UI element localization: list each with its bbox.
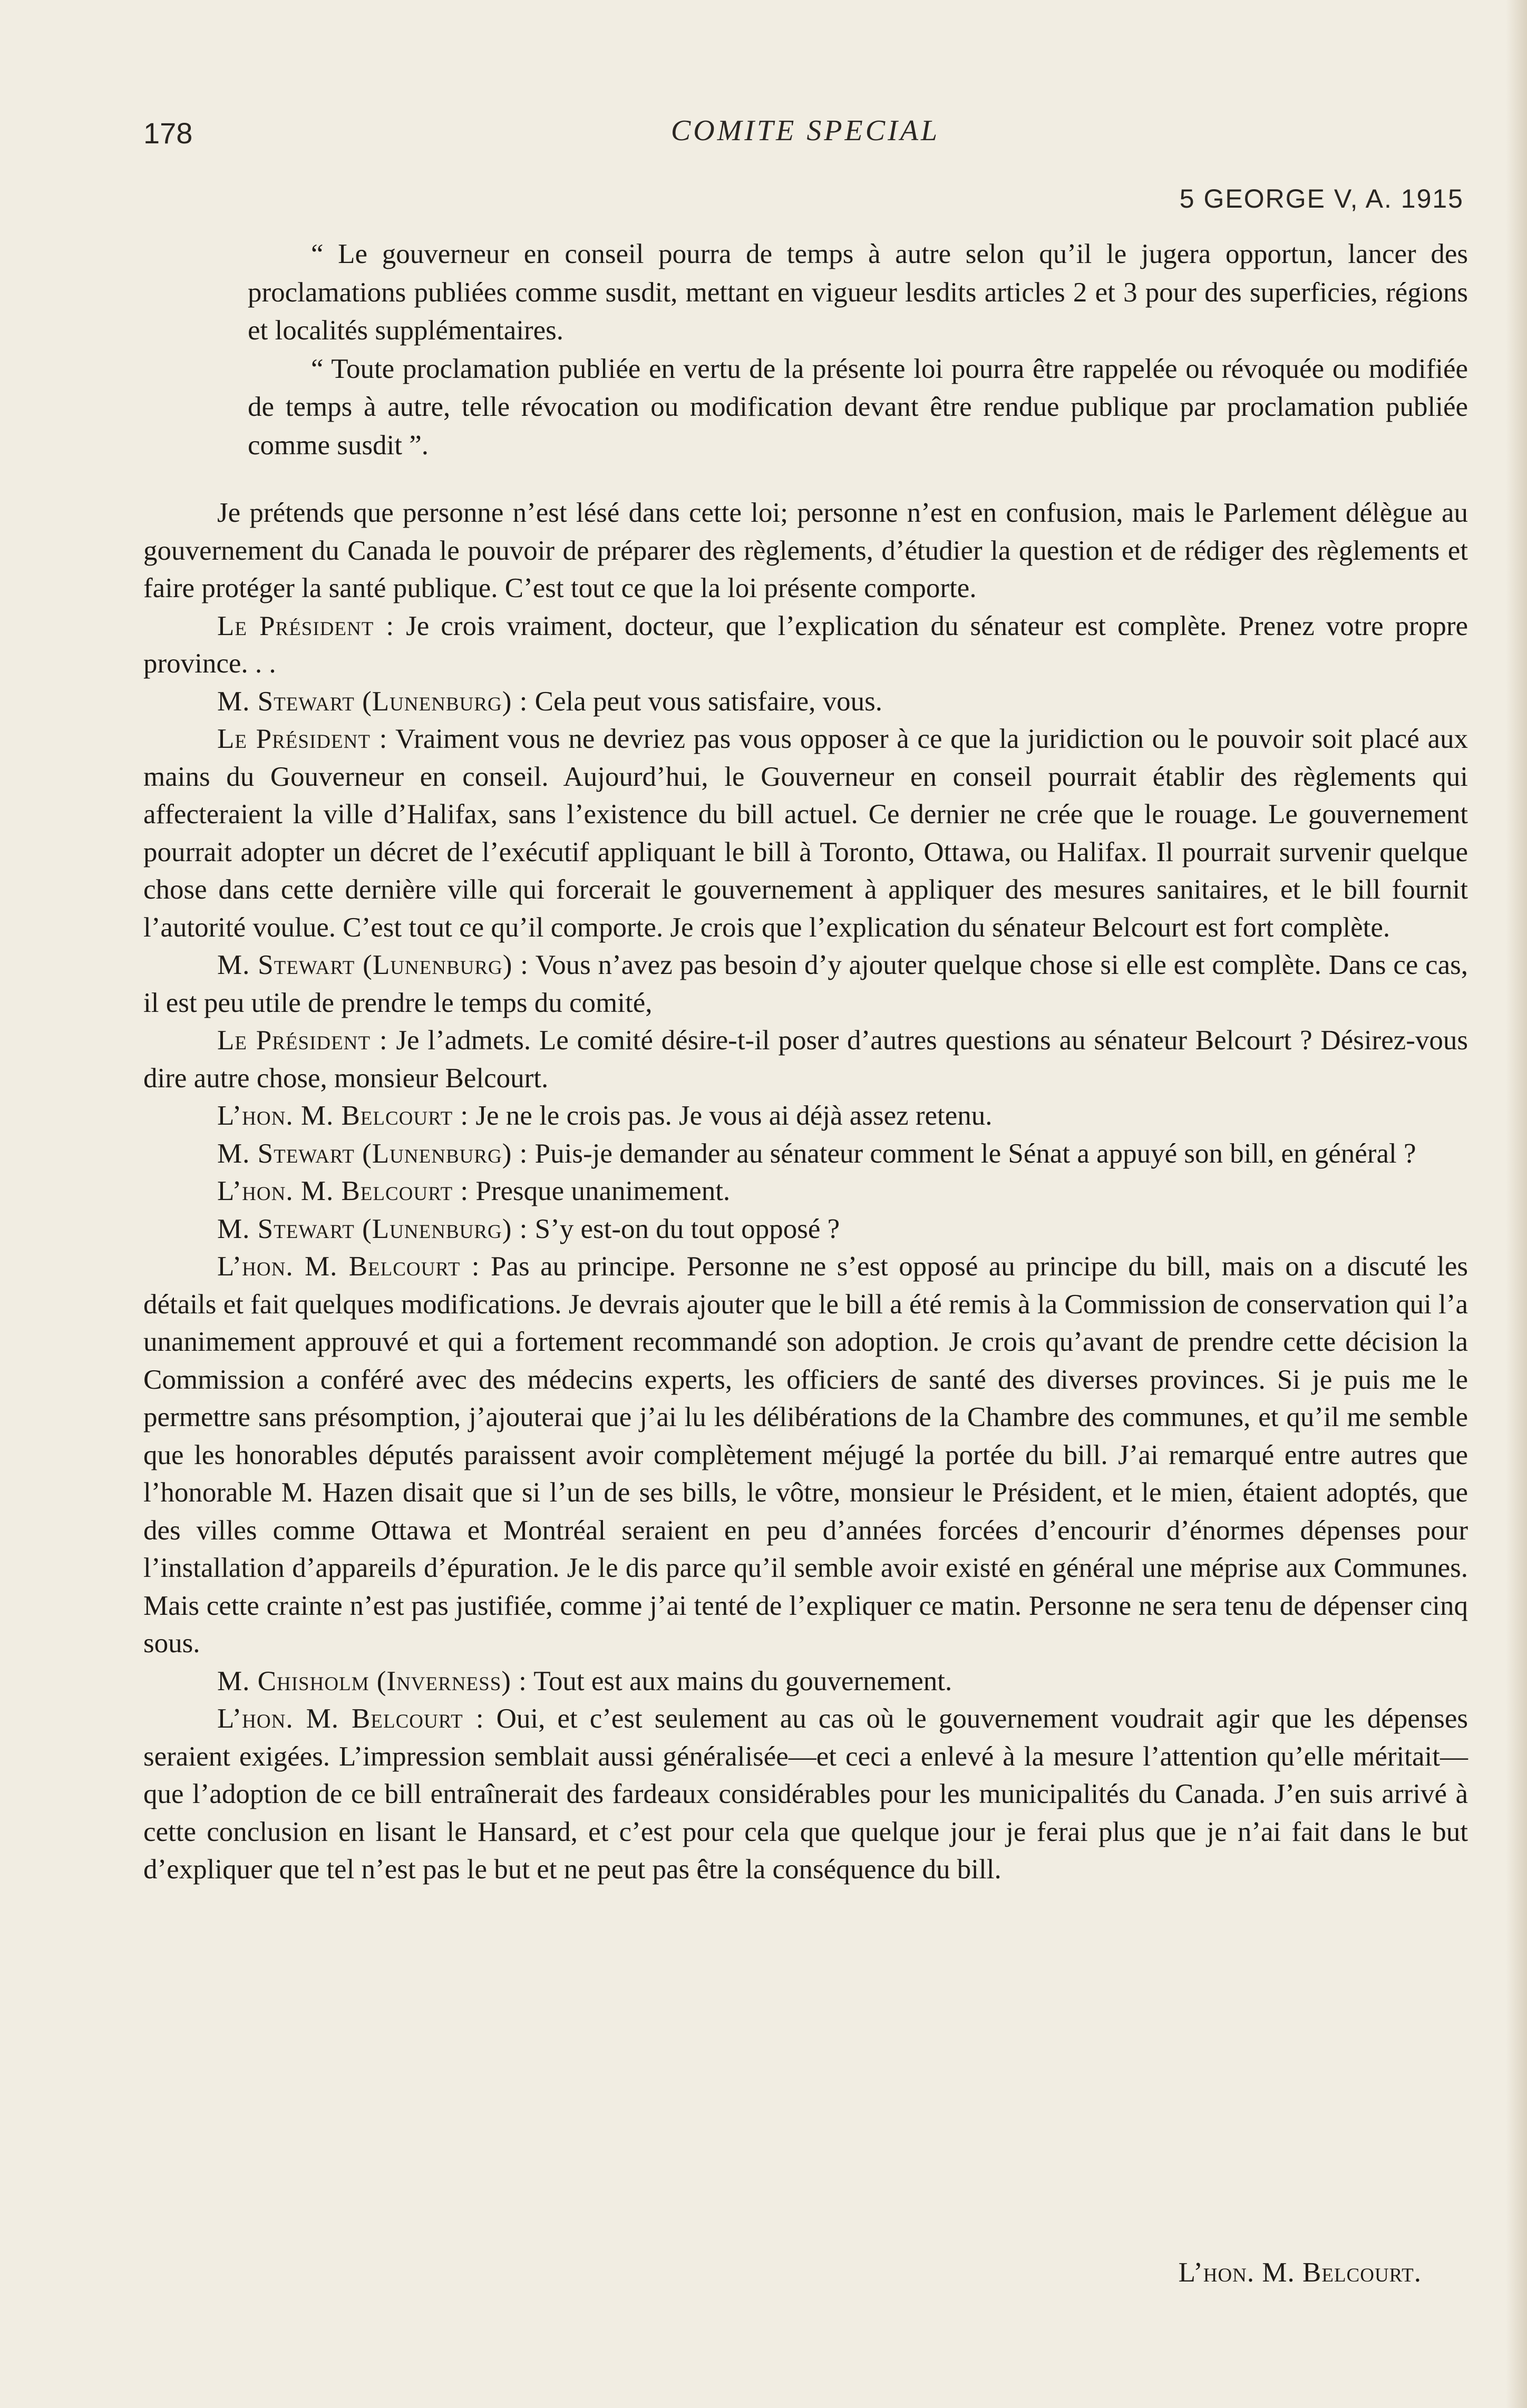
- paragraph: [143, 1097, 1468, 1135]
- paragraph-text: Je ne le crois pas. Je vous ai déjà assez retenu.: [475, 1100, 993, 1131]
- paragraph: [143, 608, 1468, 683]
- speaker-name: L’hon. M. Belcourt :: [217, 1703, 484, 1734]
- paragraph: [143, 947, 1468, 1022]
- paragraph-text: Oui, et c’est seulement au cas où le gouvernement voudrait agir que les dépenses seraient exigées. L’impression semblait aussi généralisée—et ceci a enlevé à la mesure l’attention qu’elle méritait—que l’adoption de ce bill entraînerait des fardeaux considérables pour les municipalités du Canada. J’en suis arrivé à cette conclusion en lisant le Hansard, et c’est pour cela que quelque jour je ferai plus que je n’ai fait dans le but d’expliquer que tel n’est pas le but et ne peut pas être la conséquence du bill.: [143, 1703, 1468, 1885]
- paragraph: [143, 1022, 1468, 1097]
- paragraph-text: Cela peut vous satisfaire, vous.: [534, 686, 883, 717]
- page-header: [143, 116, 1467, 153]
- speaker-name: M. Stewart (Lunenburg) :: [217, 1138, 528, 1169]
- paragraph: [143, 1663, 1468, 1701]
- speaker-name: Le Président :: [217, 724, 388, 754]
- paragraph-text: Puis-je demander au sénateur comment le Sénat a appuyé son bill, en général ?: [534, 1138, 1416, 1169]
- paragraph: [143, 1173, 1468, 1211]
- paragraph-text: Je crois vraiment, docteur, que l’explication du sénateur est complète. Prenez votre propre province. . .: [143, 610, 1468, 679]
- quoted-bill-text: [248, 235, 1468, 464]
- paragraph-text: S’y est-on du tout opposé ?: [534, 1213, 840, 1244]
- paragraph: [143, 720, 1468, 947]
- paragraph: [143, 683, 1468, 721]
- quote-paragraph: “ Toute proclamation publiée en vertu de la présente loi pourra être rappelée ou révoquée ou modifiée de temps à autre, telle révocation ou modification devant être rendue publique par proclamation publiée comme susdit ”.: [248, 353, 1468, 461]
- paragraph-text: Pas au principe. Personne ne s’est opposé au principe du bill, mais on a discuté les détails et fait quelques modifications. Je devrais ajouter que le bill a été remis à la Commission de conservation qui l’a unanimement approuvé et qui a fortement recommandé son adoption. Je crois qu’avant de prendre cette décision la Commission a conféré avec des médecins experts, les officiers de santé des diverses provinces. Si je puis me le permettre sans présomption, j’ajouterai que j’ai lu les délibérations de la Chambre des communes, et qu’il me semble que les honorables députés paraissent avoir complètement méjugé la portée du bill. J’ai remarqué entre autres que l’honorable M. Hazen disait que si l’un de ses bills, le vôtre, monsieur le Président, et le mien, étaient adoptés, que des villes comme Ottawa et Montréal seraient en peu d’années forcées d’encourir d’énormes dépenses pour l’installation d’appareils d’épuration. Je le dis parce qu’il semble avoir existé en général une méprise aux Communes. Mais cette crainte n’est pas justifiée, comme j’ai tenté de l’expliquer ce matin. Personne ne sera tenu de dépenser cinq sous.: [143, 1251, 1468, 1659]
- signature-line: L’hon. M. Belcourt.: [1178, 2257, 1422, 2288]
- paragraph-text: Vous n’avez pas besoin d’y ajouter quelque chose si elle est complète. Dans ce cas, il est peu utile de prendre le temps du comité,: [143, 950, 1468, 1018]
- speaker-name: L’hon. M. Belcourt :: [217, 1251, 480, 1282]
- paragraph-text: Vraiment vous ne devriez pas vous opposer à ce que la juridiction ou le pouvoir soit placé aux mains du Gouverneur en conseil. Aujourd’hui, le Gouverneur en conseil pourrait établir des règlements qui affecteraient la ville d’Halifax, sans l’existence du bill actuel. Ce dernier ne crée que le rouage. Le gouvernement pourrait adopter un décret de l’exécutif appliquant le bill à Toronto, Ottawa, ou Halifax. Il pourrait survenir quelque chose dans cette dernière ville qui forcerait le gouvernement à appliquer des mesures sanitaires, et le bill fournit l’autorité voulue. C’est tout ce qu’il comporte. Je crois que l’explication du sénateur Belcourt est fort complète.: [143, 724, 1468, 943]
- paragraph-text: Presque unanimement.: [475, 1176, 731, 1206]
- quote-paragraph: “ Le gouverneur en conseil pourra de temps à autre selon qu’il le jugera opportun, lancer des proclamations publiées comme susdit, mettant en vigueur lesdits articles 2 et 3 pour des superficies, régions et localités supplémentaires.: [248, 239, 1468, 346]
- speaker-name: L’hon. M. Belcourt :: [217, 1100, 469, 1131]
- speaker-name: M. Stewart (Lunenburg) :: [217, 1213, 528, 1244]
- paragraph: [143, 1248, 1468, 1663]
- session-line: 5 GEORGE V, A. 1915: [1179, 184, 1464, 213]
- paragraph: [143, 494, 1468, 608]
- speaker-name: M. Stewart (Lunenburg) :: [217, 686, 528, 717]
- speaker-name: Le Président :: [217, 1025, 388, 1056]
- page-edge-shadow: [1506, 0, 1527, 2408]
- speaker-name: Le Président :: [217, 610, 395, 641]
- proceedings-text: [143, 494, 1468, 1889]
- paragraph: [143, 1700, 1468, 1889]
- speaker-name: M. Stewart (Lunenburg) :: [217, 950, 529, 980]
- speaker-name: L’hon. M. Belcourt :: [217, 1176, 469, 1206]
- paragraph: [143, 1135, 1468, 1173]
- paragraph: [143, 1211, 1468, 1249]
- paragraph-text: Je prétends que personne n’est lésé dans cette loi; personne n’est en confusion, mais le Parlement délègue au gouvernement du Canada le pouvoir de préparer des règlements, d’étudier la question et de rédiger des règlements et faire protéger la santé publique. C’est tout ce que la loi présente comporte.: [143, 498, 1468, 603]
- paragraph-text: Tout est aux mains du gouvernement.: [533, 1665, 952, 1697]
- running-title: COMITE SPECIAL: [670, 114, 940, 147]
- paragraph-text: Je l’admets. Le comité désire-t-il poser d’autres questions au sénateur Belcourt ? Désirez-vous dire autre chose, monsieur Belcourt.: [143, 1025, 1468, 1094]
- speaker-name: M. Chisholm (Inverness) :: [217, 1665, 527, 1697]
- page-number: 178: [143, 116, 193, 150]
